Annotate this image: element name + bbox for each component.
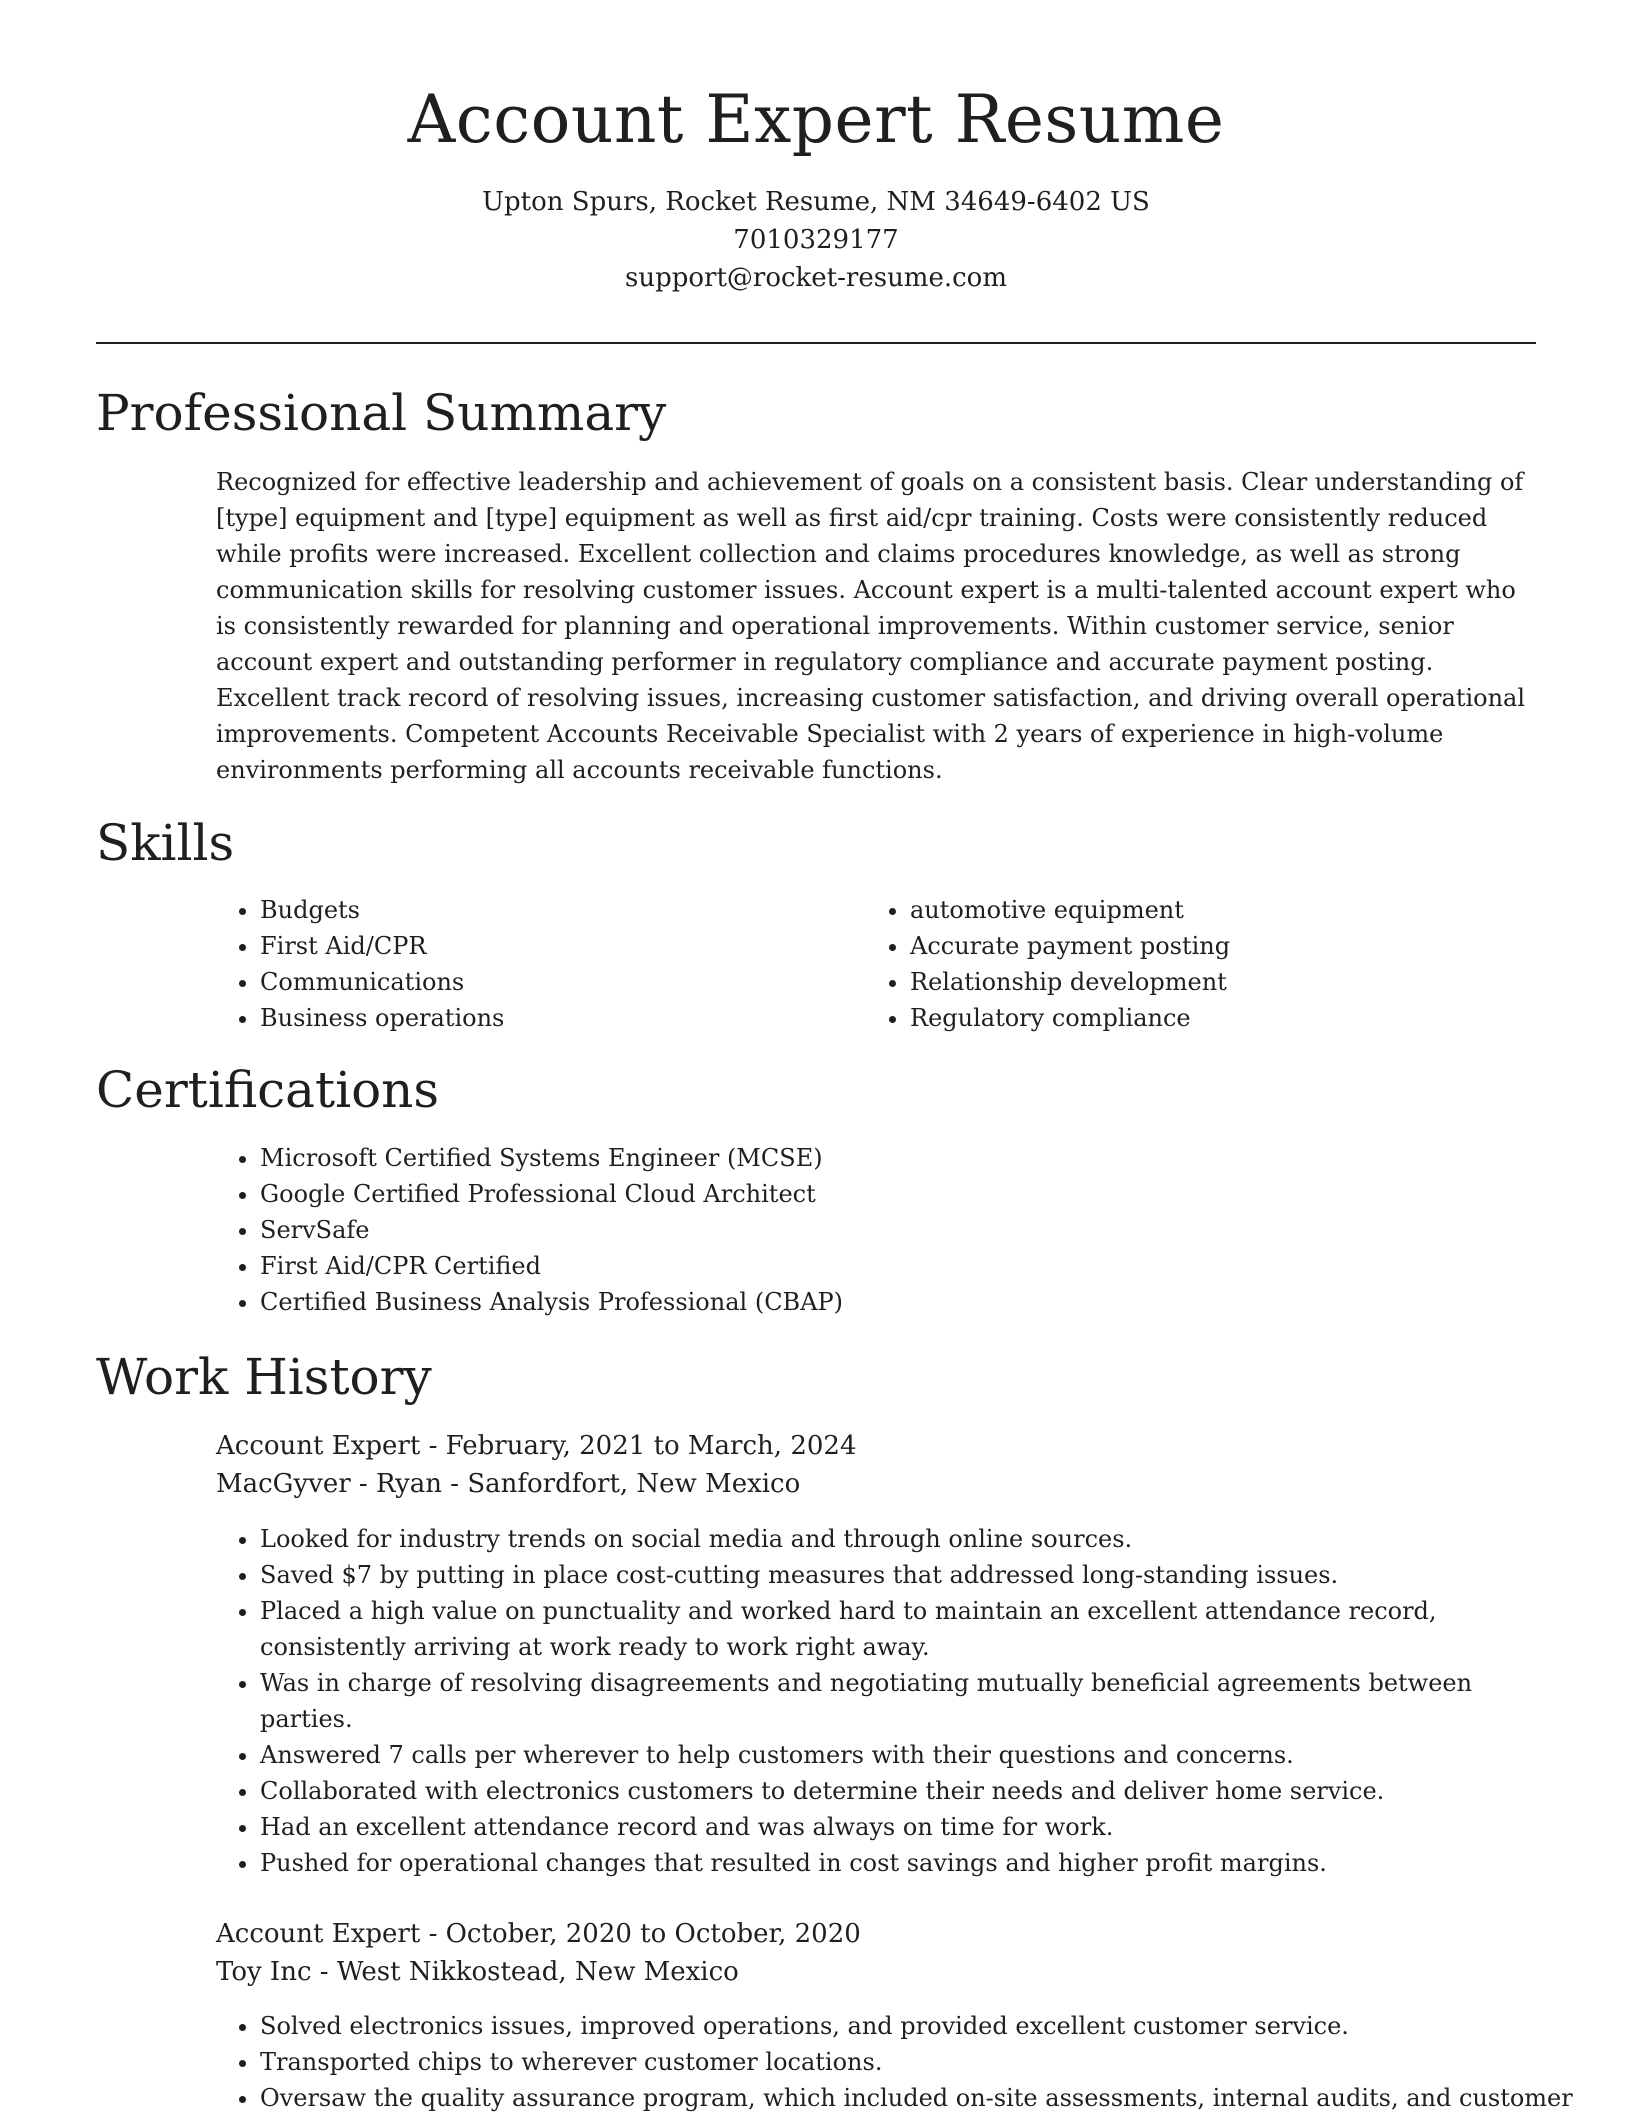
job-heading: Account Expert - February, 2021 to March, 2024: [216, 1431, 857, 1461]
job-bullet: • Answered 7 calls per wherever to help customers with their questions and concerns.: [260, 1737, 1570, 1773]
job-bullet: • Was in charge of resolving disagreements and negotiating mutually beneficial agreements between parties.: [260, 1665, 1570, 1737]
resume-header: [0, 0, 1632, 297]
certification-item: • Microsoft Certified Systems Engineer (MCSE): [260, 1140, 1560, 1176]
summary-text: Recognized for effective leadership and achievement of goals on a consistent basis. Clear understanding of [type] equipment and [type] equipment as well as first aid/cpr training. Costs were consistently reduced while profits were increased. Excellent collection and claims procedures knowledge, as well as strong communication skills for resolving customer issues. Account expert is a multi-talented account expert who is consistently rewarded for planning and operational improvements. Within customer service, senior account expert and outstanding performer in regulatory compliance and accurate payment posting. Excellent track record of resolving issues, increasing customer satisfaction, and driving overall operational improvements. Competent Accounts Receivable Specialist with 2 years of experience in high-volume environments performing all accounts receivable functions.: [216, 468, 1526, 784]
certification-item: • Certified Business Analysis Professional (CBAP): [260, 1284, 1560, 1320]
job-bullet: • Had an excellent attendance record and was always on time for work.: [260, 1809, 1570, 1845]
job-employer: MacGyver - Ryan - Sanfordfort, New Mexico: [216, 1469, 801, 1499]
certifications-list: [216, 1140, 1560, 1320]
skill-item: • Business operations: [260, 1000, 820, 1036]
certification-item: • Google Certified Professional Cloud Architect: [260, 1176, 1560, 1212]
job-bullet: • Oversaw the quality assurance program, which included on-site assessments, internal audits, and customer: [260, 2080, 1580, 2116]
skill-item: • automotive equipment: [910, 892, 1530, 928]
skill-item: • Relationship development: [910, 964, 1530, 1000]
job-bullet: • Transported chips to wherever customer locations.: [260, 2044, 1580, 2080]
contact-block: [0, 183, 1632, 297]
job-employer: Toy Inc - West Nikkostead, New Mexico: [216, 1957, 739, 1987]
skills-heading: Skills: [96, 814, 235, 872]
skill-item: • Regulatory compliance: [910, 1000, 1530, 1036]
skill-item: • Budgets: [260, 892, 820, 928]
job-bullet: • Collaborated with electronics customers to determine their needs and deliver home service.: [260, 1773, 1570, 1809]
job-heading: Account Expert - October, 2020 to October, 2020: [216, 1919, 861, 1949]
contact-email: support@rocket-resume.com: [624, 262, 1007, 293]
job-bullets: [216, 2008, 1580, 2116]
header-divider: [96, 342, 1536, 344]
work-history-heading: Work History: [96, 1348, 432, 1406]
job-bullet: • Placed a high value on punctuality and worked hard to maintain an excellent attendance record, consistently arriving at work ready to work right away.: [260, 1593, 1570, 1665]
skill-item: • First Aid/CPR: [260, 928, 820, 964]
summary-heading: Professional Summary: [96, 384, 667, 442]
certifications-heading: Certifications: [96, 1061, 440, 1119]
skills-list-left: [216, 892, 820, 1036]
job-bullet: • Looked for industry trends on social media and through online sources.: [260, 1521, 1570, 1557]
job-bullet: • Pushed for operational changes that resulted in cost savings and higher profit margins.: [260, 1845, 1570, 1881]
contact-phone: 7010329177: [733, 224, 899, 255]
contact-address: Upton Spurs, Rocket Resume, NM 34649-6402 US: [482, 186, 1150, 217]
job-bullets: [216, 1521, 1570, 1881]
certification-item: • ServSafe: [260, 1212, 1560, 1248]
job-bullet: • Solved electronics issues, improved operations, and provided excellent customer service.: [260, 2008, 1580, 2044]
skills-list-right: [866, 892, 1530, 1036]
job-bullet: • Saved $7 by putting in place cost-cutting measures that addressed long-standing issues.: [260, 1557, 1570, 1593]
skill-item: • Communications: [260, 964, 820, 1000]
certification-item: • First Aid/CPR Certified: [260, 1248, 1560, 1284]
resume-name: Account Expert Resume: [407, 81, 1225, 158]
skill-item: • Accurate payment posting: [910, 928, 1530, 964]
